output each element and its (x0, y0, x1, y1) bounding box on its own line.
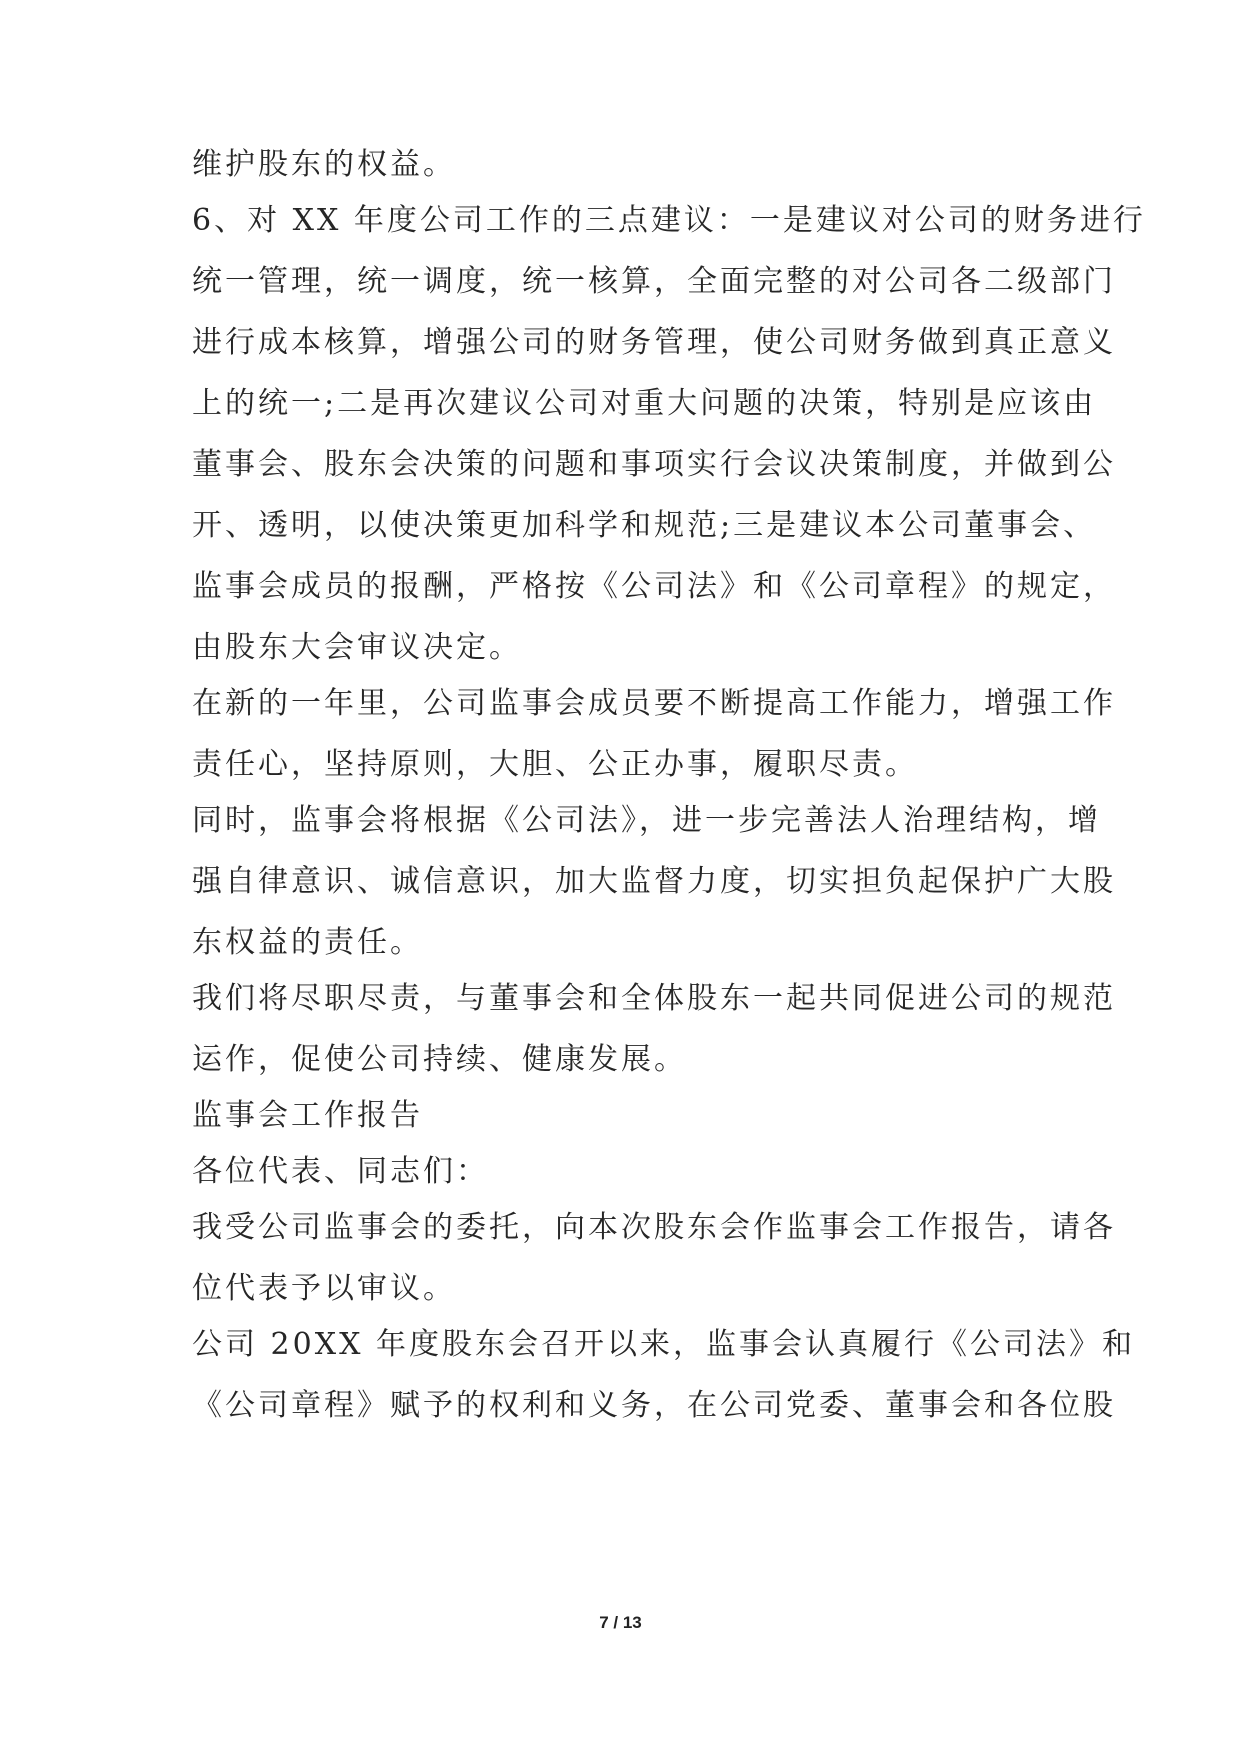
text-line: 公司 20XX 年度股东会召开以来，监事会认真履行《公司法》和 (192, 1327, 1135, 1362)
text-line: 责任心，坚持原则，大胆、公正办事，履职尽责。 (192, 747, 918, 782)
text-line: 统一管理，统一调度，统一核算，全面完整的对公司各二级部门 (192, 264, 1116, 299)
text-line: 6、对 XX 年度公司工作的三点建议：一是建议对公司的财务进行 (192, 203, 1146, 238)
text-line: 强自律意识、诚信意识，加大监督力度，切实担负起保护广大股 (192, 864, 1116, 899)
text-line: 我们将尽职尽责，与董事会和全体股东一起共同促进公司的规范 (192, 981, 1116, 1016)
section-heading: 监事会工作报告 (192, 1098, 423, 1133)
text-line: 在新的一年里，公司监事会成员要不断提高工作能力，增强工作 (192, 686, 1116, 721)
text-line: 开、透明，以使决策更加科学和规范;三是建议本公司董事会、 (192, 508, 1097, 543)
salutation: 各位代表、同志们： (192, 1154, 489, 1189)
text-line: 维护股东的权益。 (192, 147, 456, 182)
text-line: 《公司章程》赋予的权利和义务，在公司党委、董事会和各位股 (192, 1388, 1116, 1423)
page-number: 7 / 13 (599, 1613, 642, 1632)
text-line: 同时，监事会将根据《公司法》，进一步完善法人治理结构，增 (192, 803, 1101, 838)
text-line: 运作，促使公司持续、健康发展。 (192, 1042, 687, 1077)
text-line: 位代表予以审议。 (192, 1271, 456, 1306)
text-line: 我受公司监事会的委托，向本次股东会作监事会工作报告，请各 (192, 1210, 1116, 1245)
text-line: 上的统一;二是再次建议公司对重大问题的决策，特别是应该由 (192, 386, 1097, 421)
text-line: 东权益的责任。 (192, 925, 423, 960)
text-line: 进行成本核算，增强公司的财务管理，使公司财务做到真正意义 (192, 325, 1116, 360)
text-line: 由股东大会审议决定。 (192, 630, 522, 665)
text-line: 董事会、股东会决策的问题和事项实行会议决策制度，并做到公 (192, 447, 1116, 482)
text-line: 监事会成员的报酬，严格按《公司法》和《公司章程》的规定， (192, 569, 1116, 604)
